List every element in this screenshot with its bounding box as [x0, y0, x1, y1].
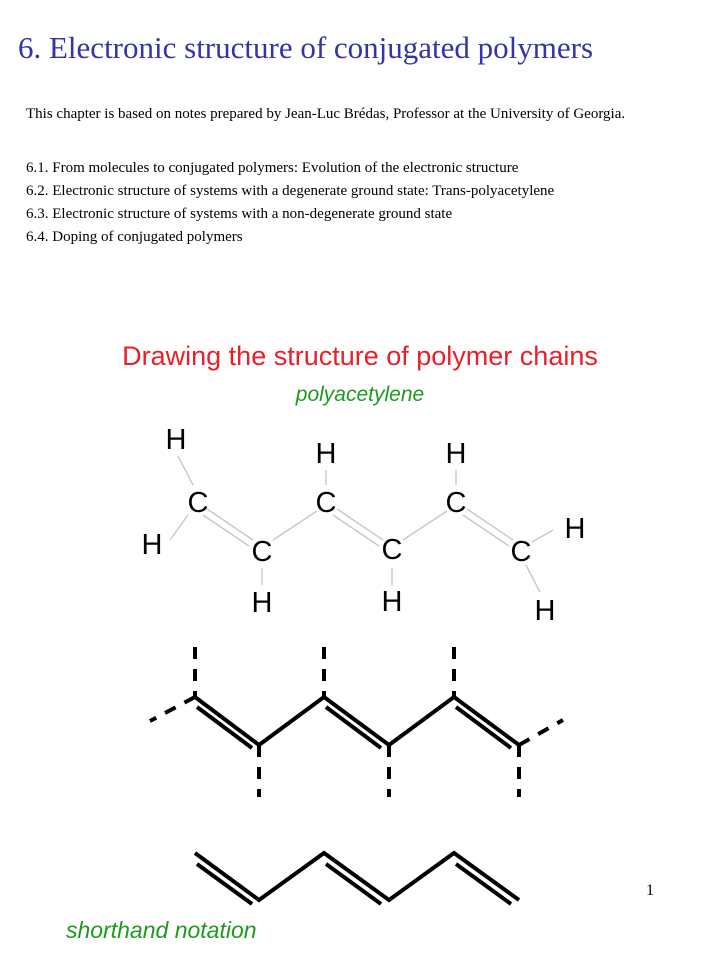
- page-number: 1: [646, 882, 654, 899]
- hydrogen-atom-label: H: [315, 438, 337, 470]
- hydrogen-atom-label: H: [445, 438, 467, 470]
- shorthand-formula: [195, 853, 519, 904]
- page-title: 6. Electronic structure of conjugated polymers: [18, 30, 594, 65]
- figure-heading: Drawing the structure of polymer chains: [122, 341, 598, 371]
- toc-item: 6.3. Electronic structure of systems with a non-degenerate ground state: [26, 206, 453, 222]
- carbon-atom-label: C: [510, 536, 532, 568]
- hydrogen-atom-label: H: [141, 529, 163, 561]
- carbon-atom-label: C: [381, 534, 403, 566]
- carbon-atom-label: C: [445, 487, 467, 519]
- atom-labels: [142, 424, 586, 627]
- structural-formula: [142, 424, 586, 627]
- toc-item: 6.4. Doping of conjugated polymers: [26, 229, 243, 245]
- shorthand-label: shorthand notation: [66, 917, 257, 943]
- intro-paragraph: This chapter is based on notes prepared by Jean-Luc Brédas, Professor at the University of Georgia.: [26, 106, 626, 122]
- carbon-atom-label: C: [251, 536, 273, 568]
- structural-bonds: [170, 456, 553, 592]
- carbon-atom-label: C: [187, 487, 209, 519]
- hydrogen-atom-label: H: [381, 586, 403, 618]
- hydrogen-atom-label: H: [534, 595, 556, 627]
- skeletal-formula: [150, 647, 563, 797]
- hydrogen-atom-label: H: [564, 513, 586, 545]
- hydrogen-atom-label: H: [165, 424, 187, 456]
- toc-item: 6.2. Electronic structure of systems with a degenerate ground state: Trans-polyacetylene: [26, 183, 555, 199]
- figure-subheading: polyacetylene: [295, 383, 425, 406]
- toc-item: 6.1. From molecules to conjugated polymers: Evolution of the electronic structure: [26, 160, 519, 176]
- hydrogen-atom-label: H: [251, 587, 273, 619]
- carbon-atom-label: C: [315, 487, 337, 519]
